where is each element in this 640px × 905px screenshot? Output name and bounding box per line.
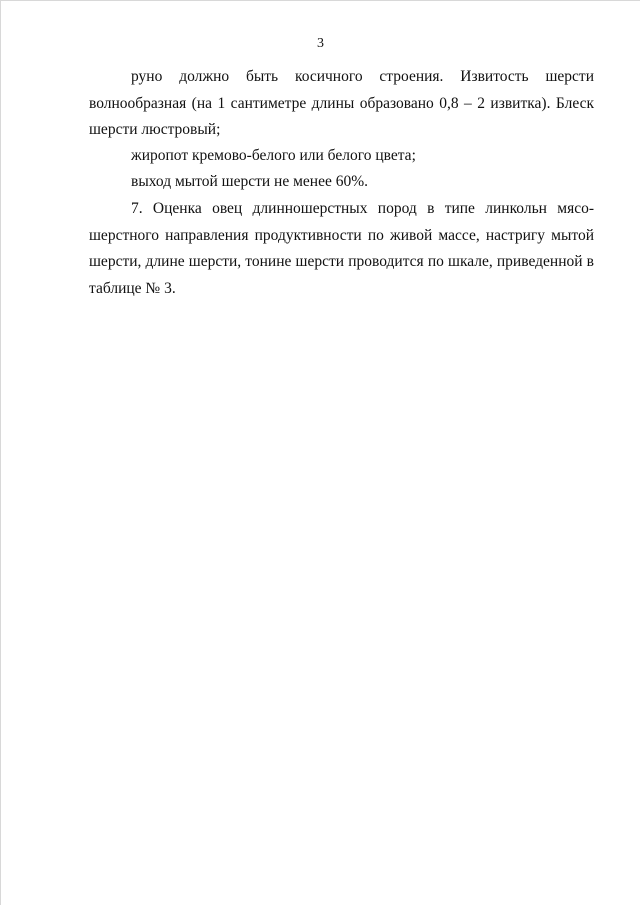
paragraph-text: руно должно быть косичного строения. Извитость шерсти волнообразная (на 1 сантиметре длины образовано 0,8 – 2 извитка). Блеск шерсти люстровый; [89, 68, 594, 138]
paragraph-text: выход мытой шерсти не менее 60%. [131, 173, 369, 190]
paragraph-grease-color [89, 143, 594, 170]
page-number: 3 [317, 36, 324, 51]
paragraph-text: 7. Оценка овец длинношерстных пород в типе линкольн мясо-шерстного направления продуктивности по живой массе, настригу мытой шерсти, длине шерсти, тонине шерсти проводится по шкале, приведенной в таблице № 3. [89, 200, 594, 297]
paragraph-item-7 [89, 196, 594, 302]
paragraph-text: жиропот кремово-белого или белого цвета; [131, 147, 416, 164]
paragraph-fleece-structure [89, 64, 594, 144]
paragraph-wool-yield [89, 169, 594, 196]
